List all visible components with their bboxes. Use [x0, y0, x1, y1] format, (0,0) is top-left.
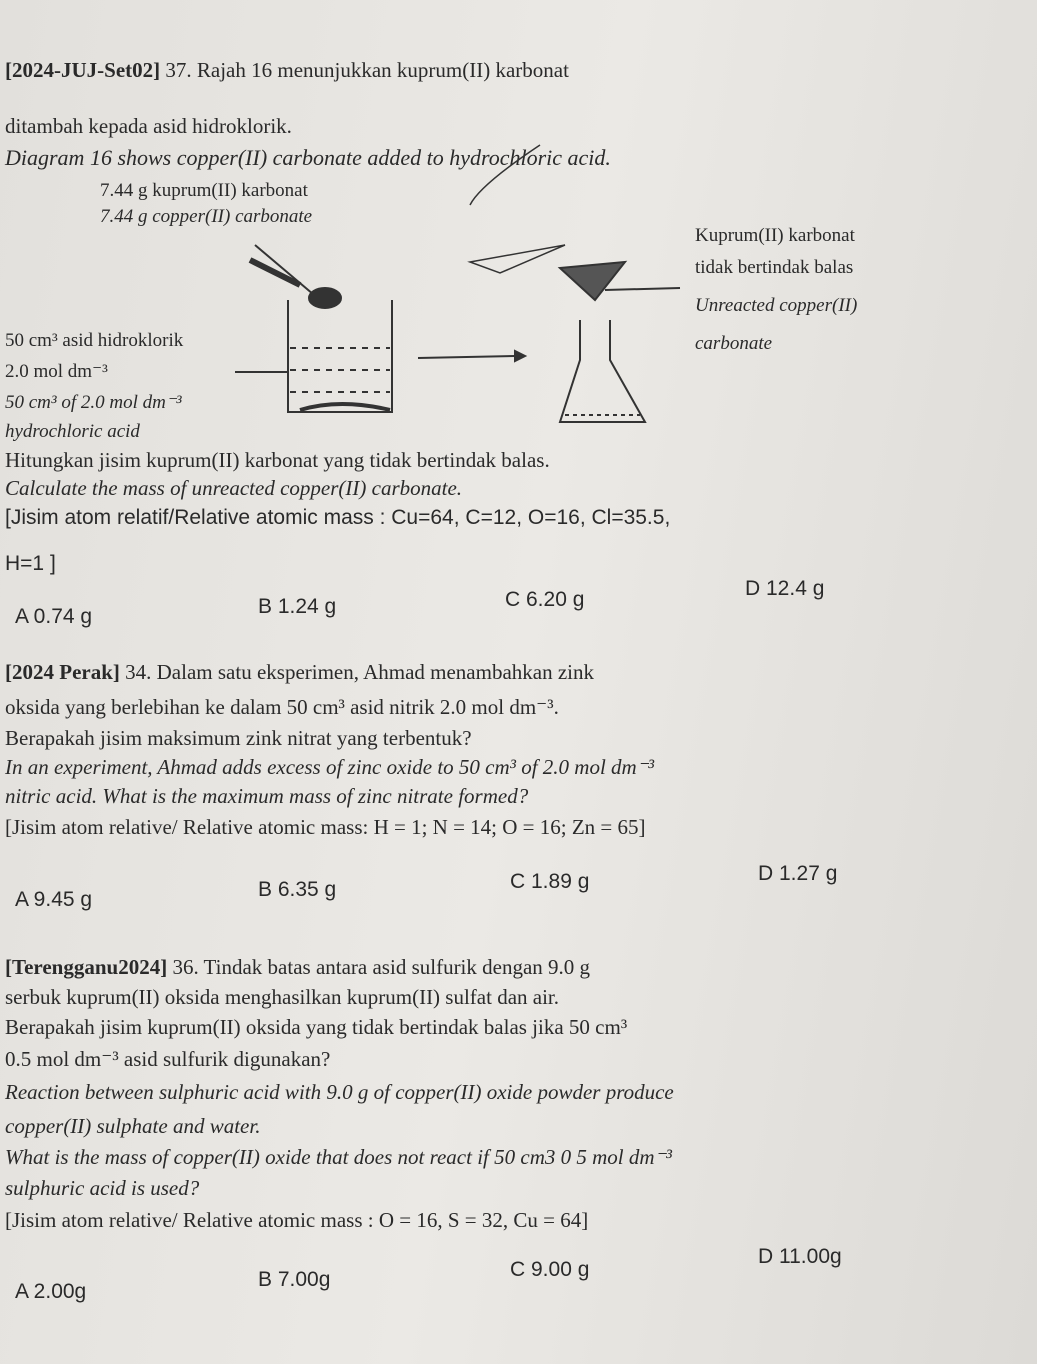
q37-tag: [2024-JUJ-Set02]	[5, 58, 161, 82]
q34-line4: In an experiment, Ahmad adds excess of zinc oxide to 50 cm³ of 2.0 mol dm⁻³	[5, 755, 655, 779]
q34-option-b[interactable]: B 6.35 g	[258, 878, 337, 901]
q34-atomic-mass: [Jisim atom relative/ Relative atomic mass: H = 1; N = 14; O = 16; Zn = 65]	[5, 815, 646, 839]
q37-question-en: Calculate the mass of unreacted copper(II) carbonate.	[5, 476, 463, 500]
q37-atomic-mass: [Jisim atom relatif/Relative atomic mass : Cu=64, C=12, O=16, Cl=35.5,	[5, 506, 671, 529]
diagram-residue-en1: Unreacted copper(II)	[695, 295, 858, 316]
q36-line5: Reaction between sulphuric acid with 9.0 g of copper(II) oxide powder produce	[5, 1080, 674, 1104]
q37-line2: ditambah kepada asid hidroklorik.	[5, 114, 292, 138]
q36-option-c[interactable]: C 9.00 g	[510, 1258, 590, 1281]
q36-line8: sulphuric acid is used?	[5, 1176, 200, 1200]
q37-text: 37. Rajah 16 menunjukkan kuprum(II) karbonat	[160, 58, 569, 82]
q34-text: 34. Dalam satu eksperimen, Ahmad menambahkan zink	[119, 660, 595, 684]
q34-tag: [2024 Perak]	[5, 660, 120, 684]
q36-tag: [Terengganu2024]	[5, 955, 168, 979]
q34-line3: Berapakah jisim maksimum zink nitrat yang terbentuk?	[5, 726, 472, 750]
diagram-residue-ms1: Kuprum(II) karbonat	[695, 225, 855, 246]
experiment-diagram	[0, 0, 1037, 450]
label-pointer	[255, 245, 320, 300]
q36-line4: 0.5 mol dm⁻³ asid sulfurik digunakan?	[5, 1047, 331, 1071]
q36-option-a[interactable]: A 2.00g	[15, 1280, 87, 1303]
diagram-acid-en2: hydrochloric acid	[5, 421, 140, 442]
q36-line7: What is the mass of copper(II) oxide that does not react if 50 cm3 0 5 mol dm⁻³	[5, 1145, 672, 1169]
q36-option-d[interactable]: D 11.00g	[758, 1245, 842, 1268]
arrow-icon	[418, 351, 525, 361]
spatula-icon	[250, 260, 341, 308]
diagram-residue-en2: carbonate	[695, 333, 773, 354]
q37-option-a[interactable]: A 0.74 g	[15, 605, 93, 628]
q37-option-c[interactable]: C 6.20 g	[505, 588, 585, 611]
q34-option-d[interactable]: D 1.27 g	[758, 862, 838, 885]
diagram-acid-ms2: 2.0 mol dm⁻³	[5, 361, 108, 382]
q37-atomic-mass-2: H=1 ]	[5, 552, 56, 575]
filter-setup-icon	[470, 145, 645, 422]
q36-line6: copper(II) sulphate and water.	[5, 1114, 261, 1138]
q37-option-d[interactable]: D 12.4 g	[745, 577, 825, 600]
beaker-icon	[288, 300, 392, 412]
q34-option-a[interactable]: A 9.45 g	[15, 888, 93, 911]
q34-option-c[interactable]: C 1.89 g	[510, 870, 590, 893]
q36-atomic-mass: [Jisim atom relative/ Relative atomic mass : O = 16, S = 32, Cu = 64]	[5, 1208, 589, 1232]
q36-option-b[interactable]: B 7.00g	[258, 1268, 331, 1291]
residue-pointer	[605, 288, 680, 290]
diagram-mass-ms: 7.44 g kuprum(II) karbonat	[100, 180, 308, 201]
q37-option-b[interactable]: B 1.24 g	[258, 595, 337, 618]
diagram-residue-ms2: tidak bertindak balas	[695, 257, 854, 278]
q36-text: 36. Tindak batas antara asid sulfurik dengan 9.0 g	[167, 955, 591, 979]
q34-line1	[5, 660, 594, 684]
diagram-mass-en: 7.44 g copper(II) carbonate	[100, 206, 313, 227]
diagram-acid-ms1: 50 cm³ asid hidroklorik	[5, 330, 184, 351]
q36-line2: serbuk kuprum(II) oksida menghasilkan kuprum(II) sulfat dan air.	[5, 985, 560, 1009]
diagram-acid-en1: 50 cm³ of 2.0 mol dm⁻³	[5, 392, 182, 413]
q37-question-ms: Hitungkan jisim kuprum(II) karbonat yang tidak bertindak balas.	[5, 448, 550, 472]
q34-line2: oksida yang berlebihan ke dalam 50 cm³ asid nitrik 2.0 mol dm⁻³.	[5, 695, 559, 719]
q34-line5: nitric acid. What is the maximum mass of zinc nitrate formed?	[5, 784, 529, 808]
q36-line1	[5, 955, 590, 979]
q36-line3: Berapakah jisim kuprum(II) oksida yang tidak bertindak balas jika 50 cm³	[5, 1015, 628, 1039]
q37-line3: Diagram 16 shows copper(II) carbonate added to hydrochloric acid.	[5, 145, 611, 170]
